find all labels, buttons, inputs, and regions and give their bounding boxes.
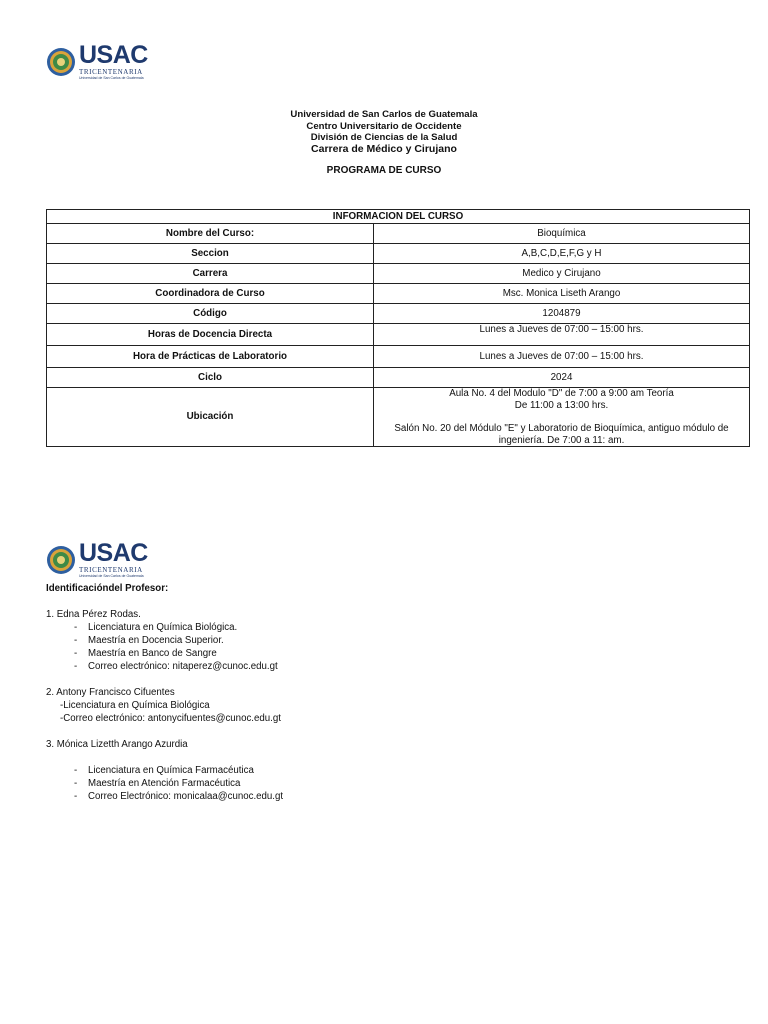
logo-wordmark: USAC: [79, 41, 148, 69]
usac-logo: [46, 43, 148, 81]
row-value: A,B,C,D,E,F,G y H: [374, 244, 750, 264]
header-career: Carrera de Médico y Cirujano: [311, 142, 457, 155]
list-item: - Licenciatura en Química Farmacéutica: [46, 764, 746, 777]
row-value: Lunes a Jueves de 07:00 – 15:00 hrs.: [374, 324, 750, 346]
table-row: [47, 224, 750, 244]
university-seal-icon: [46, 47, 76, 77]
table-row: [47, 244, 750, 264]
header-center: Centro Universitario de Occidente: [306, 120, 462, 132]
table-row: [47, 346, 750, 368]
row-label: Código: [47, 304, 374, 324]
list-item: - Maestría en Atención Farmacéutica: [46, 777, 746, 790]
professor-credentials: [46, 621, 746, 673]
list-item: - Licenciatura en Química Biológica.: [46, 621, 746, 634]
usac-logo: [46, 541, 148, 579]
ubicacion-line: De 11:00 a 13:00 hrs.: [514, 399, 609, 411]
row-value: 2024: [374, 368, 750, 388]
list-item: - Maestría en Docencia Superior.: [46, 634, 746, 647]
row-label: Seccion: [47, 244, 374, 264]
table-row: [47, 304, 750, 324]
header-university: Universidad de San Carlos de Guatemala: [290, 109, 478, 120]
professor-name: 2. Antony Francisco Cifuentes: [46, 687, 175, 698]
header-division: División de Ciencias de la Salud: [310, 132, 458, 143]
list-item: - Correo Electrónico: monicalaa@cunoc.edu.gt: [46, 790, 746, 803]
row-label: Horas de Docencia Directa: [47, 324, 374, 346]
course-info-table: [46, 209, 750, 447]
row-label: Hora de Prácticas de Laboratorio: [47, 346, 374, 368]
section-title: Identificacióndel Profesor:: [46, 583, 169, 594]
row-label: Coordinadora de Curso: [47, 284, 374, 304]
university-seal-icon: [46, 545, 76, 575]
table-row-ubicacion: [47, 388, 750, 447]
document-header: [0, 109, 768, 155]
table-row: [47, 368, 750, 388]
logo-tagline: Universidad de San Carlos de Guatemala: [79, 76, 144, 80]
program-title: PROGRAMA DE CURSO: [326, 165, 442, 176]
row-value: Medico y Cirujano: [374, 264, 750, 284]
table-row: [47, 264, 750, 284]
ubicacion-line: Salón No. 20 del Módulo "E" y Laboratorio de Bioquímica, antiguo módulo de ingeniería. De 7:00 a 11: am.: [394, 423, 729, 446]
row-value: Lunes a Jueves de 07:00 – 15:00 hrs.: [374, 346, 750, 368]
logo-wordmark: USAC: [79, 539, 148, 567]
row-value: 1204879: [374, 304, 750, 324]
professor-credentials: [46, 764, 746, 803]
row-value: Bioquímica: [374, 224, 750, 244]
table-row: [47, 324, 750, 346]
list-item: - Correo electrónico: nitaperez@cunoc.edu.gt: [46, 660, 746, 673]
logo-subtitle: TRICENTENARIA: [79, 566, 143, 574]
list-item: -Correo electrónico: antonycifuentes@cunoc.edu.gt: [60, 713, 281, 724]
table-row: [47, 284, 750, 304]
professor-name: 3. Mónica Lizetth Arango Azurdia: [46, 739, 188, 750]
row-label: Ubicación: [47, 388, 374, 447]
row-label: Ciclo: [47, 368, 374, 388]
professor-name: 1. Edna Pérez Rodas.: [46, 609, 141, 620]
professor-section: [46, 582, 746, 803]
table-heading: INFORMACION DEL CURSO: [47, 210, 750, 224]
logo-tagline: Universidad de San Carlos de Guatemala: [79, 574, 144, 578]
row-value: Msc. Monica Liseth Arango: [374, 284, 750, 304]
logo-subtitle: TRICENTENARIA: [79, 68, 143, 76]
table-heading-row: [47, 210, 750, 224]
row-label: Carrera: [47, 264, 374, 284]
ubicacion-line: Aula No. 4 del Modulo "D" de 7:00 a 9:00 am Teoría: [449, 388, 674, 399]
row-label: Nombre del Curso:: [47, 224, 374, 244]
ubicacion-value: [374, 388, 750, 447]
list-item: -Licenciatura en Química Biológica: [60, 700, 210, 711]
list-item: - Maestría en Banco de Sangre: [46, 647, 746, 660]
